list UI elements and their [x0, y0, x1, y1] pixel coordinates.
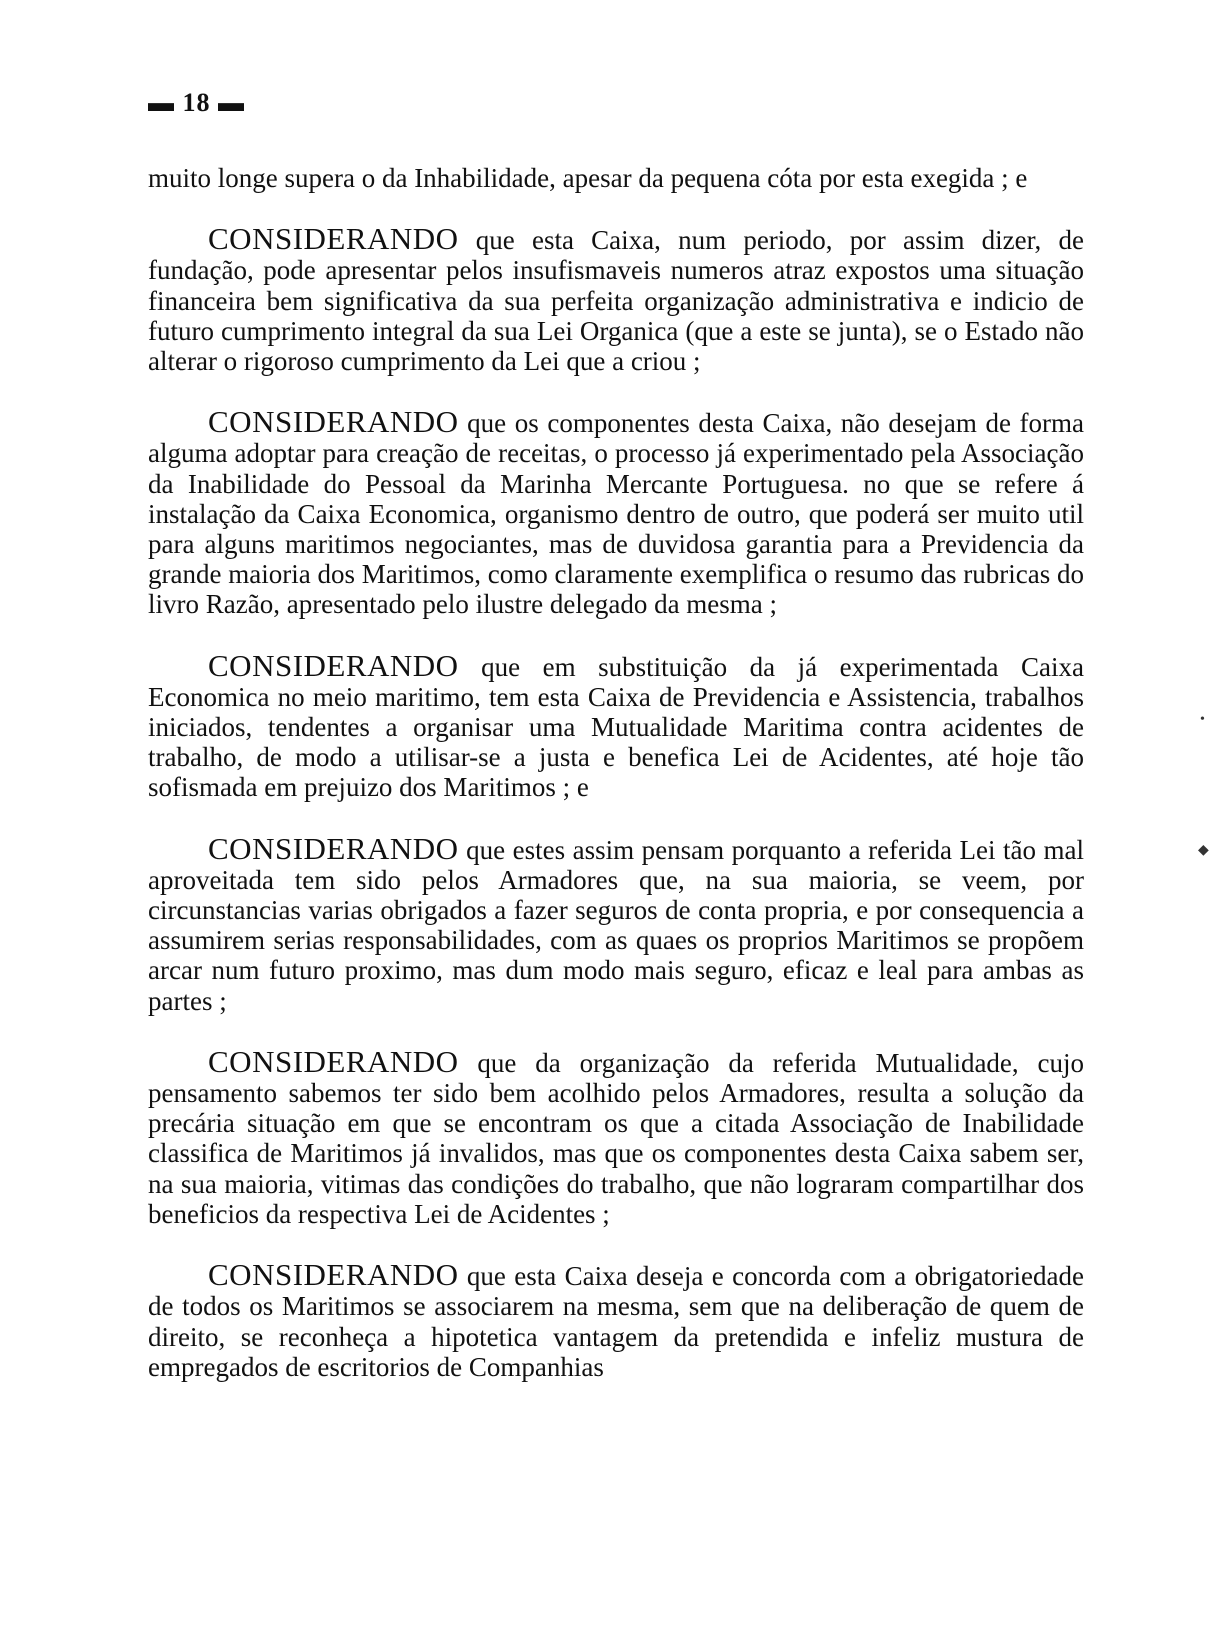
page-number-dash-left: ▬	[148, 88, 183, 117]
paragraph-2	[148, 221, 1084, 377]
body-text	[148, 162, 1084, 1413]
paragraph-text: que em substituição da já experimentada Caixa Economica no meio maritimo, tem esta Caixa de Previdencia e Assistencia, trabalhos iniciados, tendentes a organisar uma Mutualidade Maritima contra acidentes de trabalho, de modo a utilisar-se a justa e benefica Lei de Acidentes, até hoje tão sofismada em prejuizo dos Maritimos ; e	[148, 651, 1084, 803]
paragraph-text: muito longe supera o da Inhabilidade, apesar da pequena cóta por esta exegida ; e	[148, 163, 1028, 193]
paragraph-lead: CONSIDERANDO	[208, 830, 459, 866]
page-number-value: 18	[182, 88, 211, 117]
page-number-dash-right: ▬	[210, 88, 245, 117]
paragraph-text: que esta Caixa, num periodo, por assim dizer, de fundação, pode apresentar pelos insufismaveis numeros atraz expostos uma situação financeira bem significativa da sua perfeita organização administrativa e indicio de futuro cumprimento integral da sua Lei Organica (que a este se junta), se o Estado não alterar o rigoroso cumprimento da Lei que a criou ;	[148, 225, 1084, 377]
paragraph-5	[148, 830, 1084, 1016]
paragraph-lead: CONSIDERANDO	[208, 221, 459, 257]
paragraph-3	[148, 404, 1084, 620]
scan-speck: ◆	[1198, 843, 1209, 858]
paragraph-text: que esta Caixa deseja e concorda com a obrigatoriedade de todos os Maritimos se associarem na mesma, sem que na deliberação de quem de direito, se reconheça a hipotetica vantagem da pretendida e infeliz mustura de empregados de escritorios de Companhias	[148, 1261, 1084, 1382]
scan-speck: •	[1200, 712, 1205, 727]
paragraph-text: que estes assim pensam porquanto a referida Lei tão mal aproveitada tem sido pelos Armadores que, na sua maioria, se veem, por circunstancias varias obrigados a fazer seguros de conta propria, e por consequencia a assumirem serias responsabilidades, com as quaes os proprios Maritimos se propõem arcar num futuro proximo, mas dum modo mais seguro, eficaz e leal para ambas as partes ;	[148, 834, 1084, 1016]
paragraph-text: que da organização da referida Mutualidade, cujo pensamento sabemos ter sido bem acolhido pelos Armadores, resulta a solução da precária situação em que se encontram os que a citada Associação de Inabilidade classifica de Maritimos já invalidos, mas que os componentes desta Caixa sabem ser, na sua maioria, vitimas das condições do trabalho, que não lograram compartilhar dos beneficios da respectiva Lei de Acidentes ;	[148, 1047, 1084, 1229]
paragraph-lead: CONSIDERANDO	[208, 1043, 459, 1079]
paragraph-lead: CONSIDERANDO	[208, 647, 459, 683]
page-number	[148, 88, 245, 118]
paragraph-text: que os componentes desta Caixa, não desejam de forma alguma adoptar para creação de receitas, o processo já experimentado pela Associação da Inabilidade do Pessoal da Marinha Mercante Portuguesa. no que se refere á instalação da Caixa Economica, organismo dentro de outro, que poderá ser muito util para alguns maritimos negociantes, mas de duvidosa garantia para a Previdencia da grande maioria dos Maritimos, como claramente exemplifica o resumo das rubricas do livro Razão, apresentado pelo ilustre delegado da mesma ;	[148, 408, 1084, 620]
paragraph-4	[148, 647, 1084, 803]
paragraph-1	[148, 162, 1084, 193]
paragraph-lead: CONSIDERANDO	[208, 1257, 459, 1293]
paragraph-lead: CONSIDERANDO	[208, 404, 459, 440]
paragraph-6	[148, 1043, 1084, 1229]
paragraph-7	[148, 1257, 1084, 1382]
